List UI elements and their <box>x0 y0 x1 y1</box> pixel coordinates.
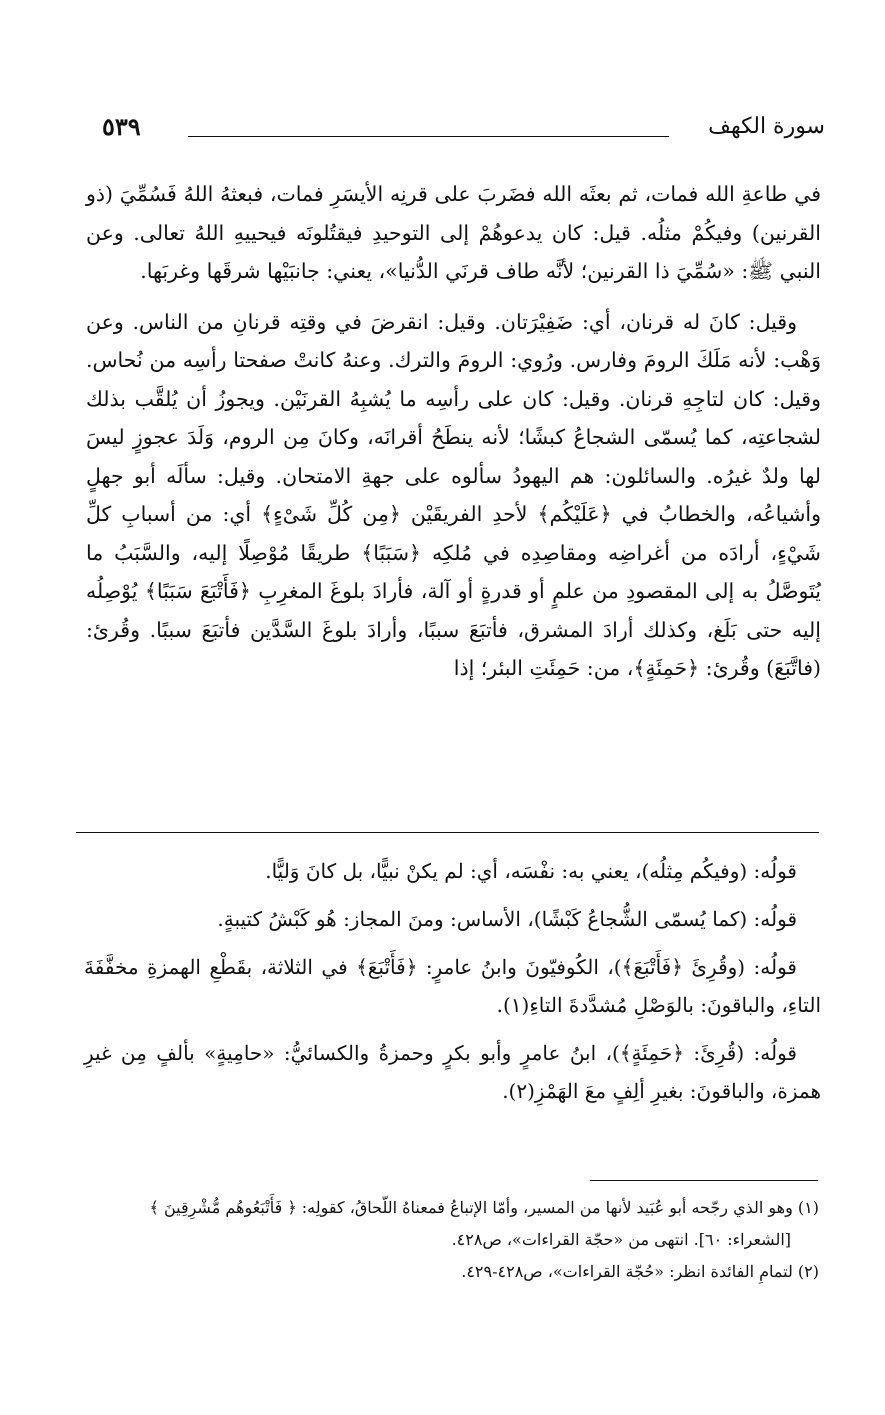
page-header <box>102 112 825 146</box>
header-rule <box>188 136 669 137</box>
commentary-item: قولُه: (وقُرِئَ ﴿فَأَتْبَعَ﴾)، الكُوفيّونَ وابنُ عامرٍ: ﴿فَأَتْبَعَ﴾ في الثلاثة، بقَطْعِ الهمزةِ مخفَّفَةَ التاءِ، والباقونَ: بالوَصْلِ مُشدَّدةَ التاءِ(١). <box>84 955 821 1017</box>
footnote-1: (١) وهو الذي رجّحه أبو عُبَيد لأنها من المسير، وأمّا الإتباعُ فمعناهُ اللّحاقُ، كقولِه: ﴿ فَأَتْبَعُوهُم مُّشْرِقِينَ ﴾ <box>149 1198 819 1217</box>
footnote-1-continuation: [الشعراء: ٦٠]. انتهى من «حجّة القراءات»، ص٤٢٨. <box>451 1230 791 1249</box>
footnotes-block <box>84 1192 819 1288</box>
surah-title: سورة الكهف <box>708 114 825 139</box>
main-text <box>86 175 821 688</box>
main-paragraph-2: وقيل: كانَ له قرنان، أي: ضَفِيْرَتان. وقيل: انقرضَ في وقتِه قرنانِ من الناس. وعن وَهْب: لأنه مَلَكَ الرومَ وفارس. ورُوي: الرومَ والترك. وعنهُ كانتْ صفحتا رأسِه من نُحاس. وقيل: كان لتاجِهِ قرنان. وقيل: كان على رأسِه ما يُشبِهُ القرنَيْن. ويجوزُ أن يُلقَّب بذلك لشجاعتِه، كما يُسمّى الشجاعُ كبشًا؛ لأنه ينطَحُ أقرانَه، وكانَ مِن الروم، وَلَدَ عجوزٍ ليسَ لها ولدٌ غيرُه. والسائلون: هم اليهودُ سألوه على جهةِ الامتحان. وقيل: سألَه أبو جهلٍ وأشياعُه، والخطابُ في ﴿عَلَيْكُم﴾ لأحدِ الفريقَيْن ﴿مِن كُلِّ شَىْءٍ﴾ أي: من أسبابِ كلِّ شَيْءٍ، أرادَه من أغراضِه ومقاصِدِه في مُلكِه ﴿سَبَبًا﴾ طريقًا مُوْصِلًا إليه، والسَّبَبُ ما يُتَوصَّلُ به إلى المقصودِ من علمٍ أو قدرةٍ أو آلة، فأرادَ بلوغَ المغرِبِ ﴿فَأَتْبَعَ سَبَبًا﴾ يُوْصِلُه إليه حتى بَلَغ، وكذلك أرادَ المشرق، فأتبَعَ سببًا، وأرادَ بلوغَ السَّدَّين فأتبَعَ سببًا. وقُرئ: (فاتَّبَعَ) وقُرئ: ﴿حَمِئَةٍ﴾، من: حَمِئَتِ البئر؛ إذا <box>86 309 821 680</box>
commentary-separator <box>76 832 819 833</box>
commentary-item: قولُه: (وفيكُم مِثلُه)، يعني به: نفْسَه، أي: لم يكنْ نبيًّا، بل كانَ وَليًّا. <box>265 859 797 883</box>
commentary-item: قولُه: (قُرِئَ: ﴿حَمِئَةٍ﴾)، ابنُ عامرٍ وأبو بكرٍ وحمزةُ والكسائيُّ: «حامِيةٍ» بألفٍ مِن غيرِ همزة، والباقونَ: بغيرِ ألِفٍ معَ الهَمْزِ(٢). <box>84 1041 821 1103</box>
commentary-item: قولُه: (كما يُسمّى الشُّجاعُ كَبْشًا)، الأساس: ومنَ المجاز: هُو كَبْشُ كتيبةٍ. <box>217 907 797 931</box>
footnote-2: (٢) لتمامِ الفائدة انظر: «حُجّة القراءات»، ص٤٢٨-٤٢٩. <box>461 1262 819 1281</box>
commentary-block <box>84 852 821 1120</box>
main-paragraph-1: في طاعةِ الله فمات، ثم بعثَه الله فضَربَ على قرنِه الأيسَرِ فمات، فبعثهُ اللهُ فَسُمِّيَ (ذو القرنين) وفيكُمْ مثلُه. قيل: كان يدعوهُمْ إلى التوحيدِ فيقتُلونَه فيحييهِ اللهُ تعالى. وعن النبي ﷺ: «سُمِّيَ ذا القرنين؛ لأنَّه طاف قرنَي الدُّنيا»، يعني: جانبَيْها شرقَها وغربَها. <box>86 182 821 283</box>
footnote-separator <box>590 1180 818 1181</box>
page-number: ٥٣٩ <box>102 112 141 141</box>
